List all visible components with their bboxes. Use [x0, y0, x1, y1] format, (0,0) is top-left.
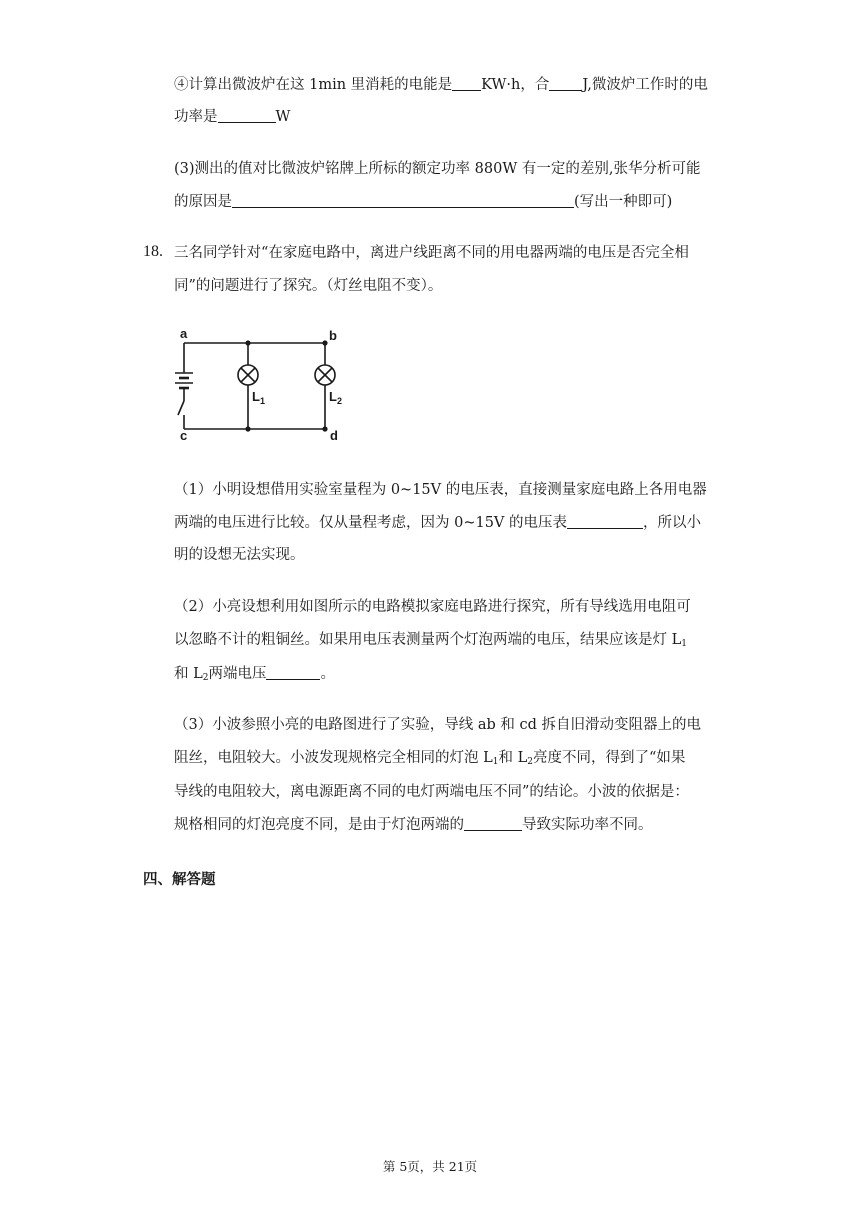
- label-l2: $L_2$: [329, 389, 342, 406]
- part3-text-a: （3）小波参照小亮的电路图进行了实验，导线 ab 和 cd 拆自旧滑动变阻器上的电: [174, 717, 701, 733]
- label-c: c: [180, 428, 188, 443]
- label-l1: $L_1$: [252, 389, 265, 406]
- p4-text-b: KW·h，合: [481, 77, 550, 93]
- p4-line1: [174, 75, 708, 95]
- answer-blank[interactable]: [464, 816, 522, 831]
- part2-text-e: 。: [320, 666, 335, 682]
- p4-text-e: W: [275, 109, 291, 125]
- part3-text-d: 亮度不同，得到了“如果: [532, 750, 686, 766]
- part1-line3: [174, 545, 305, 565]
- q18-stem-a: 三名同学针对“在家庭电路中，离进户线距离不同的用电器两端的电压是否完全相: [174, 245, 689, 261]
- p4-line2: [174, 107, 290, 127]
- lamp-l2-icon: [315, 365, 335, 385]
- part3-line4: [174, 815, 653, 835]
- answer-blank[interactable]: [452, 76, 481, 91]
- part3-line1: [174, 715, 701, 735]
- section-heading: 四、解答题: [143, 871, 216, 888]
- label-b: b: [329, 328, 337, 343]
- part1-text-d: 明的设想无法实现。: [174, 547, 305, 563]
- lamp-l1-icon: [238, 365, 258, 385]
- part3-text-c: 和 L: [498, 750, 528, 766]
- q18-stem-line1: [174, 243, 689, 263]
- part1-line1: [174, 480, 707, 500]
- answer-blank[interactable]: [549, 76, 582, 91]
- p3-text-c: (写出一种即可): [574, 194, 673, 210]
- part2-text-c: 和 L: [174, 666, 203, 682]
- part1-text-b: 两端的电压进行比较。仅从量程考虑，因为 0~15V 的电压表: [174, 515, 568, 531]
- answer-blank[interactable]: [266, 665, 320, 680]
- p4-text-d: 功率是: [174, 109, 218, 125]
- part2-line2: [174, 630, 687, 654]
- p3-line1: [174, 159, 700, 179]
- part2-text-a: （2）小亮设想利用如图所示的电路模拟家庭电路进行探究，所有导线选用电阻可: [174, 599, 691, 615]
- part1-text-c: ，所以小: [643, 515, 702, 531]
- junction-dots: [245, 340, 327, 431]
- part1-line2: [174, 513, 701, 533]
- part2-line1: [174, 597, 691, 617]
- part3-text-g: 导致实际功率不同。: [522, 817, 653, 833]
- circuit-diagram: [170, 325, 370, 445]
- q18-stem-line2: [174, 276, 442, 296]
- question-number: 18.: [143, 243, 163, 260]
- p4-text-c: J,微波炉工作时的电: [582, 77, 708, 93]
- subscript: 1: [492, 757, 499, 767]
- part2-text-b: 以忽略不计的粗铜丝。如果用电压表测量两个灯泡两端的电压，结果应该是灯 L: [174, 632, 682, 648]
- q18-stem-b: 同”的问题进行了探究。（灯丝电阻不变）。: [174, 278, 443, 294]
- p3-line2: [174, 192, 672, 212]
- switch-symbol: [178, 401, 184, 415]
- page-footer: 第 5页，共 21页: [382, 1159, 478, 1174]
- answer-blank[interactable]: [218, 108, 276, 123]
- part1-text-a: （1）小明设想借用实验室量程为 0~15V 的电压表，直接测量家庭电路上各用电器: [174, 482, 707, 498]
- subscript: 2: [527, 757, 533, 767]
- label-a: a: [180, 326, 188, 341]
- part3-text-b: 阻丝，电阻较大。小波发现规格完全相同的灯泡 L: [174, 750, 493, 766]
- part2-line3: [174, 664, 335, 688]
- label-d: d: [330, 428, 338, 443]
- part2-text-d: 两端电压: [208, 666, 267, 682]
- part3-line3: [174, 782, 689, 802]
- answer-blank[interactable]: [567, 514, 643, 529]
- p3-text-a: (3)测出的值对比微波炉铭牌上所标的额定功率 880W 有一定的差别,张华分析可能: [174, 161, 701, 177]
- p4-text-a: ④计算出微波炉在这 1min 里消耗的电能是: [174, 77, 453, 93]
- part3-line2: [174, 748, 685, 772]
- battery-symbol: [175, 373, 193, 388]
- subscript: 1: [681, 639, 687, 649]
- p3-text-b: 的原因是: [174, 194, 232, 210]
- part3-text-f: 规格相同的灯泡亮度不同，是由于灯泡两端的: [174, 817, 464, 833]
- part3-text-e: 导线的电阻较大，离电源距离不同的电灯两端电压不同”的结论。小波的依据是：: [174, 784, 689, 800]
- subscript: 2: [202, 673, 209, 683]
- answer-blank[interactable]: [232, 193, 574, 208]
